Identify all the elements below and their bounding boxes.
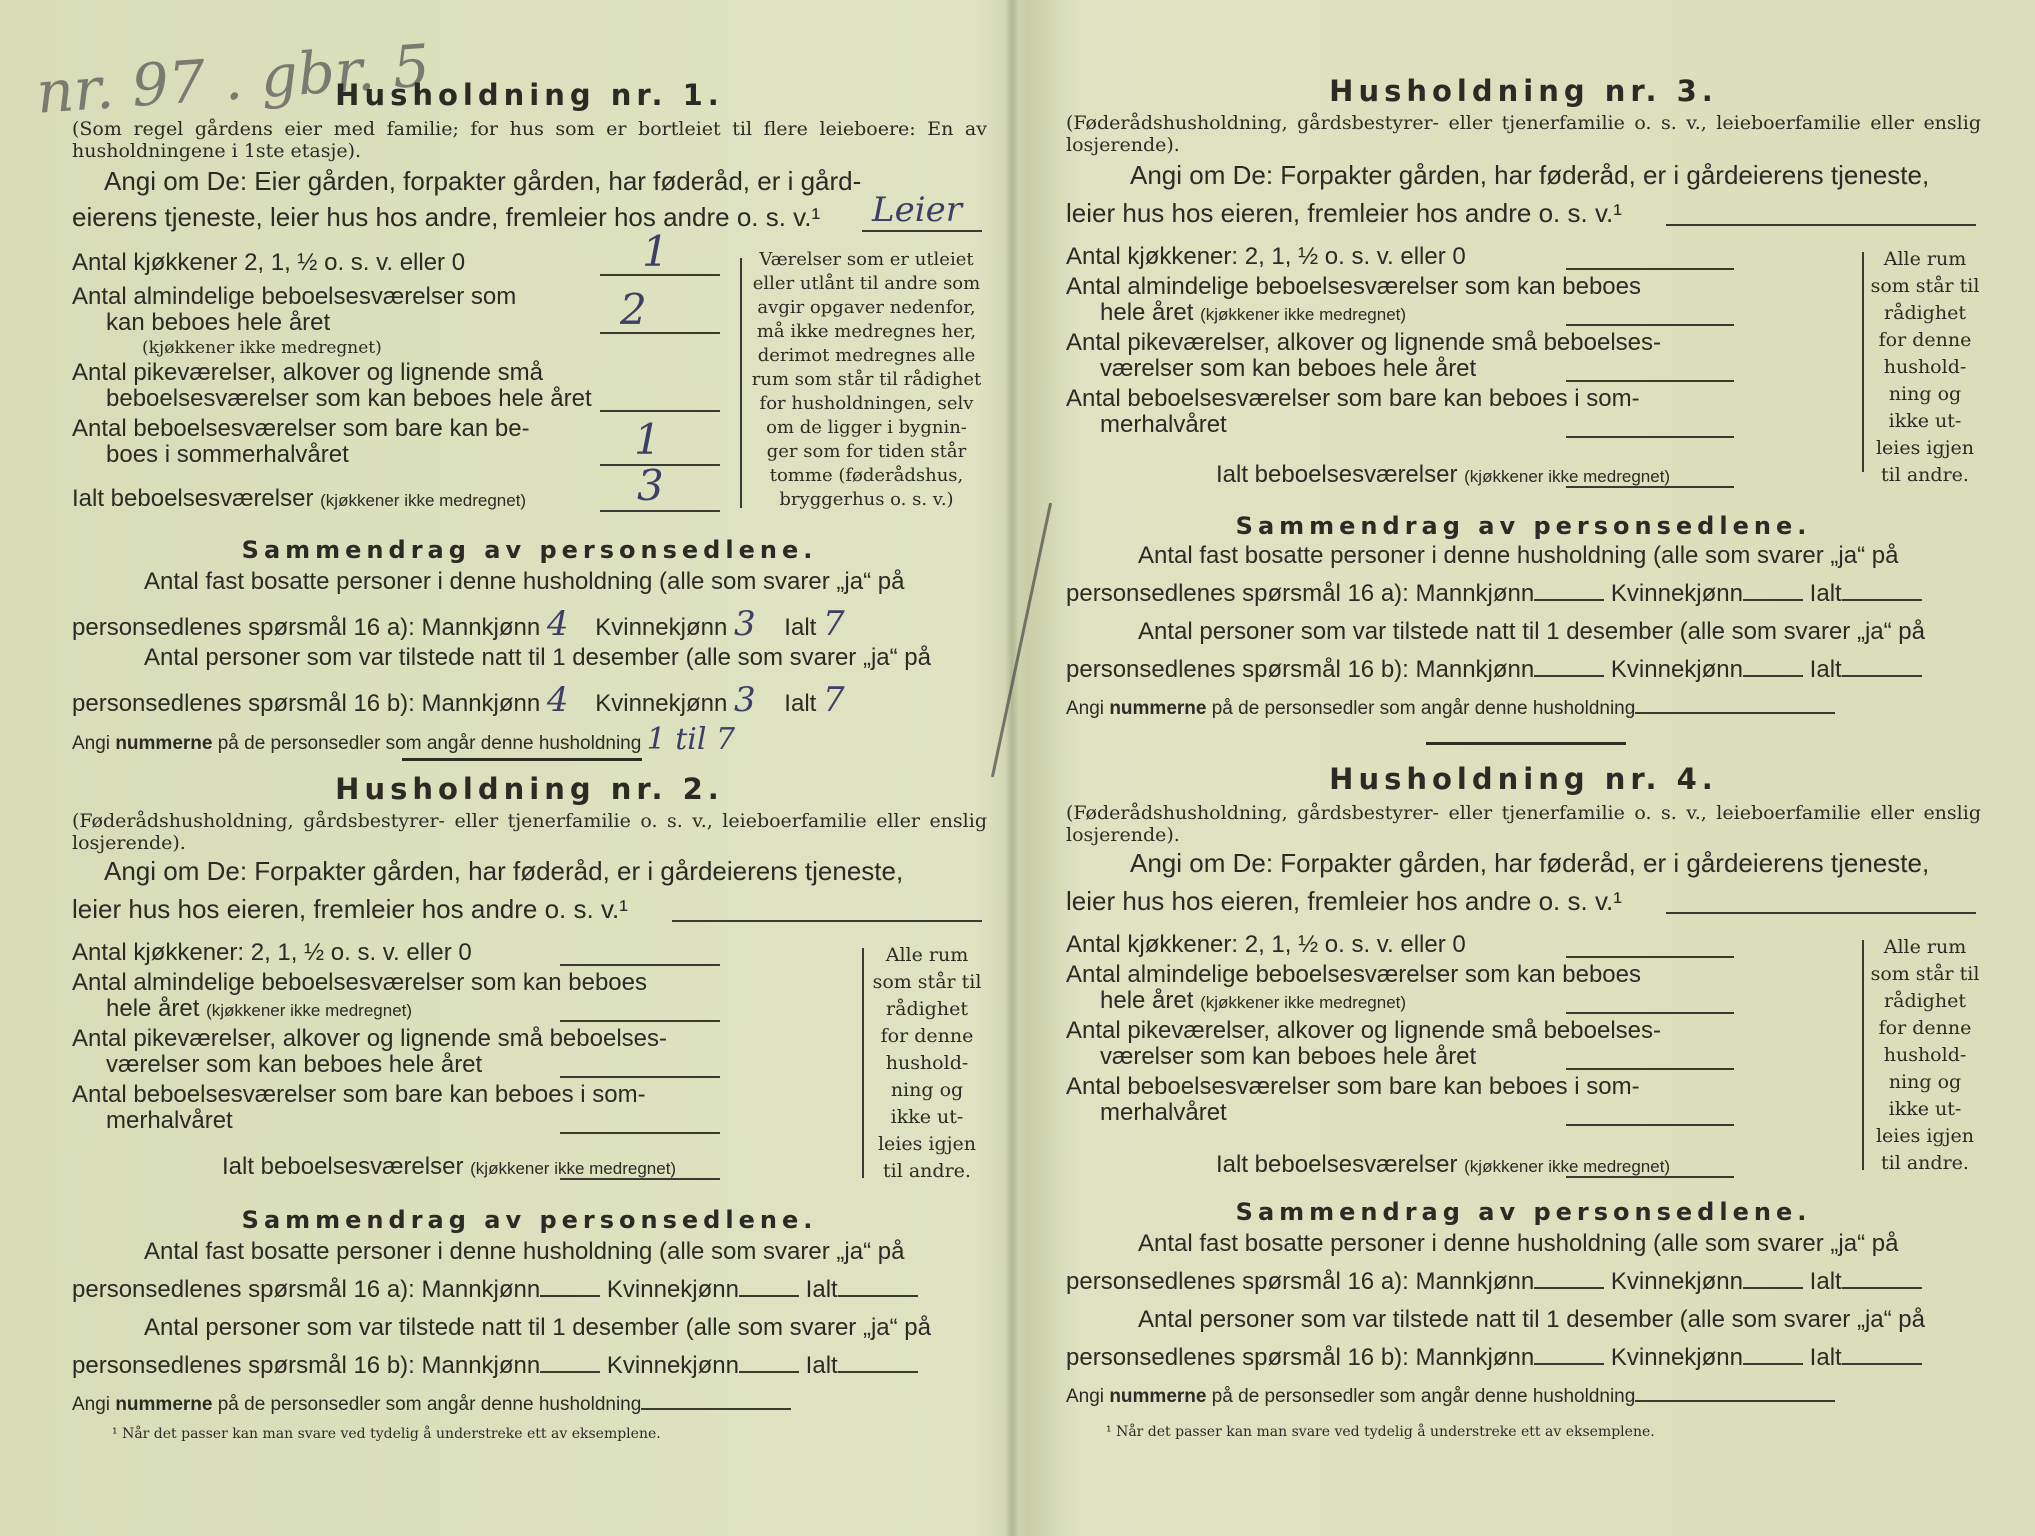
household-4-maid-label-2: værelser som kan beboes hele året [1100,1043,1477,1070]
household-1-sum-b-line2: personsedlenes spørsmål 16 b): Mannkjønn 4 Kvinnekjønn 3 Ialt 7 [72,680,845,720]
household-2-numbers-line: Angi nummerne på de personsedler som angår denne husholdning [72,1394,791,1416]
household-1-brace-note-line: Værelser som er utleiet [759,249,974,270]
household-3 [1066,0,1981,740]
brace-note-line: rådighet [1884,302,1966,324]
household-1-total-label: Ialt beboelsesværelser (kjøkkener ikke medregnet) [72,485,527,512]
left-footnote: ¹ Når det passer kan man svare ved tydelig å understreke ett av eksemplene. [112,1426,661,1442]
household-1-rooms-label-1: Antal almindelige beboelsesværelser som [72,283,517,310]
brace-note-line: ning og [890,1079,964,1101]
household-1-brace-note-line: tomme (føderådshus, [769,465,964,486]
right-page [1066,0,1981,1536]
household-3-summer-label-1: Antal beboelsesværelser som bare kan beboes i som- [1066,385,1640,412]
household-3-numbers-line: Angi nummerne på de personsedler som angår denne husholdning [1066,698,1835,720]
household-1-kitchens-label: Antal kjøkkener 2, 1, ½ o. s. v. eller 0 [72,249,466,276]
household-1-sum-b-line1: Antal personer som var tilstede natt til 1 desember (alle som svarer „ja“ på [144,644,931,671]
household-4-rooms-label-1: Antal almindelige beboelsesværelser som kan beboes [1066,961,1641,988]
left-page [72,0,987,1536]
household-1-brace-note-line: om de ligger i bygnin- [766,417,967,438]
household-1-b-female: 3 [733,680,756,720]
household-3-note: (Føderådshusholdning, gårdsbestyrer- eller tjenerfamilie o. s. v., leieboerfamilie eller enslig losjerende). [1066,112,1981,156]
household-1-brace-note-line: avgir opgaver nedenfor, [757,297,976,318]
household-3-sum-b-line2: personsedlenes spørsmål 16 b): Mannkjønn Kvinnekjønn Ialt [1066,656,1922,684]
household-2-summary-title: Sammendrag av personsedlene. [241,1206,818,1234]
right-footnote: ¹ Når det passer kan man svare ved tydelig å understreke ett av eksemplene. [1106,1424,1655,1440]
household-2-maid-label-2: værelser som kan beboes hele året [106,1051,483,1078]
household-2-rooms-label-1: Antal almindelige beboelsesværelser som kan beboes [72,969,647,996]
brace-note-line: til andre. [883,1160,971,1182]
pen-stroke [991,503,1052,778]
brace-note-line: rådighet [886,998,968,1020]
brace-note-line: ning og [1888,383,1962,405]
household-1-rooms-note: (kjøkkener ikke medregnet) [142,338,382,358]
household-1-brace-note-line: for husholdningen, selv [759,393,974,414]
household-3-sum-b-line1: Antal personer som var tilstede natt til 1 desember (alle som svarer „ja“ på [1138,618,1925,645]
household-1-summary-title: Sammendrag av personsedlene. [241,536,818,564]
household-3-total-label: Ialt beboelsesværelser (kjøkkener ikke medregnet) [1216,461,1671,488]
household-1-sum-a-line2: personsedlenes spørsmål 16 a): Mannkjønn 4 Kvinnekjønn 3 Ialt 7 [72,604,845,644]
household-1-rooms-value: 2 [620,285,647,334]
household-1-sum-a-line1: Antal fast bosatte personer i denne husholdning (alle som svarer „ja“ på [144,568,905,595]
household-1-brace-note-line: rum som står til rådighet [751,369,982,390]
household-1-title: Husholdning nr. 1. [335,78,724,112]
brace-note-line: som står til [872,971,982,993]
household-2-angi-line2: leier hus hos eieren, fremleier hos andre o. s. v.¹ [72,894,628,924]
household-4-note: (Føderådshusholdning, gårdsbestyrer- eller tjenerfamilie o. s. v., leieboerfamilie eller enslig losjerende). [1066,802,1981,846]
household-2-sum-a-line2: personsedlenes spørsmål 16 a): Mannkjønn Kvinnekjønn Ialt [72,1276,918,1304]
household-1-summer-label-1: Antal beboelsesværelser som bare kan be- [72,415,530,442]
household-2 [72,770,987,1510]
household-1-brace-note-line: bryggerhus o. s. v.) [779,489,954,510]
household-3-maid-label-2: værelser som kan beboes hele året [1100,355,1477,382]
household-2-note: (Føderådshusholdning, gårdsbestyrer- eller tjenerfamilie o. s. v., leieboerfamilie eller enslig losjerende). [72,810,987,854]
brace-note-line: Alle rum [1883,936,1967,958]
brace-note-line: ikke ut- [1888,410,1962,432]
household-4-angi-line2: leier hus hos eieren, fremleier hos andre o. s. v.¹ [1066,886,1622,916]
brace-note-line: leies igjen [877,1133,977,1155]
household-4-brace-note [1870,934,1980,1177]
household-4-summary-title: Sammendrag av personsedlene. [1235,1198,1812,1226]
household-1-brace-note-line: derimot medregnes alle [757,345,976,366]
household-1-angi-line2: eierens tjeneste, leier hus hos andre, fremleier hos andre o. s. v.¹ [72,202,821,232]
brace-note-line: leies igjen [1875,1125,1975,1147]
household-1-numbers-line: Angi nummerne på de personsedler som angår denne husholdning 1 til 7 [72,722,736,757]
household-1-b-total: 7 [822,680,845,720]
household-3-rooms-label-2: hele året (kjøkkener ikke medregnet) [1100,299,1407,326]
household-3-summary-title: Sammendrag av personsedlene. [1235,512,1812,540]
household-2-sum-b-line2: personsedlenes spørsmål 16 b): Mannkjønn Kvinnekjønn Ialt [72,1352,918,1380]
brace-note-line: som står til [1870,963,1980,985]
brace-note-line: for denne [880,1025,974,1047]
household-4-total-label: Ialt beboelsesværelser (kjøkkener ikke medregnet) [1216,1151,1671,1178]
household-1-brace-note [744,248,989,512]
household-2-kitchens-label: Antal kjøkkener: 2, 1, ½ o. s. v. eller 0 [72,939,472,966]
household-1-kitchens-value: 1 [642,227,669,276]
household-3-angi-line1: Angi om De: Forpakter gården, har føderåd, er i gårdeierens tjeneste, [1130,160,1930,190]
household-2-summer-label-1: Antal beboelsesværelser som bare kan beboes i som- [72,1081,646,1108]
household-3-kitchens-label: Antal kjøkkener: 2, 1, ½ o. s. v. eller 0 [1066,243,1466,270]
household-4-sum-b-line2: personsedlenes spørsmål 16 b): Mannkjønn Kvinnekjønn Ialt [1066,1344,1922,1372]
household-1-maid-label-2: beboelsesværelser som kan beboes hele året [106,385,592,412]
margin-annotation: nr. 97 . gbr. 5 [34,31,432,127]
household-1-a-total: 7 [822,604,845,644]
household-1-angi-answer: Leier [872,190,962,230]
household-3-summer-label-2: merhalvåret [1100,411,1227,438]
household-2-title: Husholdning nr. 2. [335,772,724,806]
household-4-maid-label-1: Antal pikeværelser, alkover og lignende små beboelses- [1066,1017,1661,1044]
brace-note-line: hushold- [1883,1044,1967,1066]
household-1 [72,0,987,757]
household-4-summer-label-1: Antal beboelsesværelser som bare kan beboes i som- [1066,1073,1640,1100]
household-4-rooms-label-2: hele året (kjøkkener ikke medregnet) [1100,987,1407,1014]
household-3-title: Husholdning nr. 3. [1329,74,1718,108]
household-1-rooms-label-2: kan beboes hele året [106,309,331,336]
brace-note-line: leies igjen [1875,437,1975,459]
household-2-sum-a-line1: Antal fast bosatte personer i denne husholdning (alle som svarer „ja“ på [144,1238,905,1265]
household-1-b-male: 4 [546,680,569,720]
household-2-brace-note [872,942,982,1185]
household-3-sum-a-line1: Antal fast bosatte personer i denne husholdning (alle som svarer „ja“ på [1138,542,1899,569]
household-1-summer-label-2: boes i sommerhalvåret [106,441,349,468]
household-2-rooms-label-2: hele året (kjøkkener ikke medregnet) [106,995,413,1022]
household-1-brace-note-line: må ikke medregnes her, [756,321,977,342]
household-3-maid-label-1: Antal pikeværelser, alkover og lignende små beboelses- [1066,329,1661,356]
household-4-title: Husholdning nr. 4. [1329,762,1718,796]
household-3-rooms-label-1: Antal almindelige beboelsesværelser som kan beboes [1066,273,1641,300]
household-4-numbers-line: Angi nummerne på de personsedler som angår denne husholdning [1066,1386,1835,1408]
household-1-a-female: 3 [733,604,756,644]
brace-note-line: ikke ut- [890,1106,964,1128]
household-1-numbers-value: 1 til 7 [646,722,736,757]
household-4-summer-label-2: merhalvåret [1100,1099,1227,1126]
household-1-total-value: 3 [637,461,664,510]
household-1-note: (Som regel gårdens eier med familie; for hus som er bortleiet til flere leieboere: En av husholdningene i 1ste etasje). [72,118,987,162]
brace-note-line: til andre. [1881,1152,1969,1174]
household-1-maid-label-1: Antal pikeværelser, alkover og lignende små [72,359,543,386]
brace-note-line: ikke ut- [1888,1098,1962,1120]
brace-note-line: Alle rum [885,944,969,966]
household-2-total-label: Ialt beboelsesværelser (kjøkkener ikke medregnet) [222,1153,677,1180]
brace-note-line: for denne [1878,329,1972,351]
brace-note-line: hushold- [1883,356,1967,378]
household-2-angi-line1: Angi om De: Forpakter gården, har føderåd, er i gårdeierens tjeneste, [104,856,904,886]
household-4-sum-a-line1: Antal fast bosatte personer i denne husholdning (alle som svarer „ja“ på [1138,1230,1899,1257]
household-1-brace-note-line: eller utlånt til andre som [752,273,981,294]
page-fold [1005,0,1019,1536]
household-4-sum-a-line2: personsedlenes spørsmål 16 a): Mannkjønn Kvinnekjønn Ialt [1066,1268,1922,1296]
brace-note-line: for denne [1878,1017,1972,1039]
household-1-a-male: 4 [546,604,569,644]
household-2-sum-b-line1: Antal personer som var tilstede natt til 1 desember (alle som svarer „ja“ på [144,1314,931,1341]
household-3-sum-a-line2: personsedlenes spørsmål 16 a): Mannkjønn Kvinnekjønn Ialt [1066,580,1922,608]
brace-note-line: rådighet [1884,990,1966,1012]
household-4 [1066,762,1981,1502]
household-4-kitchens-label: Antal kjøkkener: 2, 1, ½ o. s. v. eller 0 [1066,931,1466,958]
household-1-summer-value: 1 [634,415,661,464]
brace-note-line: ning og [1888,1071,1962,1093]
brace-note-line: hushold- [885,1052,969,1074]
brace-note-line: Alle rum [1883,248,1967,270]
household-3-angi-line2: leier hus hos eieren, fremleier hos andre o. s. v.¹ [1066,198,1622,228]
household-1-brace-note-line: ger som for tiden står [766,441,967,462]
household-3-brace-note [1870,246,1980,489]
household-4-angi-line1: Angi om De: Forpakter gården, har føderåd, er i gårdeierens tjeneste, [1130,848,1930,878]
household-2-maid-label-1: Antal pikeværelser, alkover og lignende små beboelses- [72,1025,667,1052]
brace-note-line: som står til [1870,275,1980,297]
household-1-angi-line1: Angi om De: Eier gården, forpakter gården, har føderåd, er i gård- [104,166,862,196]
brace-note-line: til andre. [1881,464,1969,486]
household-4-sum-b-line1: Antal personer som var tilstede natt til 1 desember (alle som svarer „ja“ på [1138,1306,1925,1333]
household-2-summer-label-2: merhalvåret [106,1107,233,1134]
